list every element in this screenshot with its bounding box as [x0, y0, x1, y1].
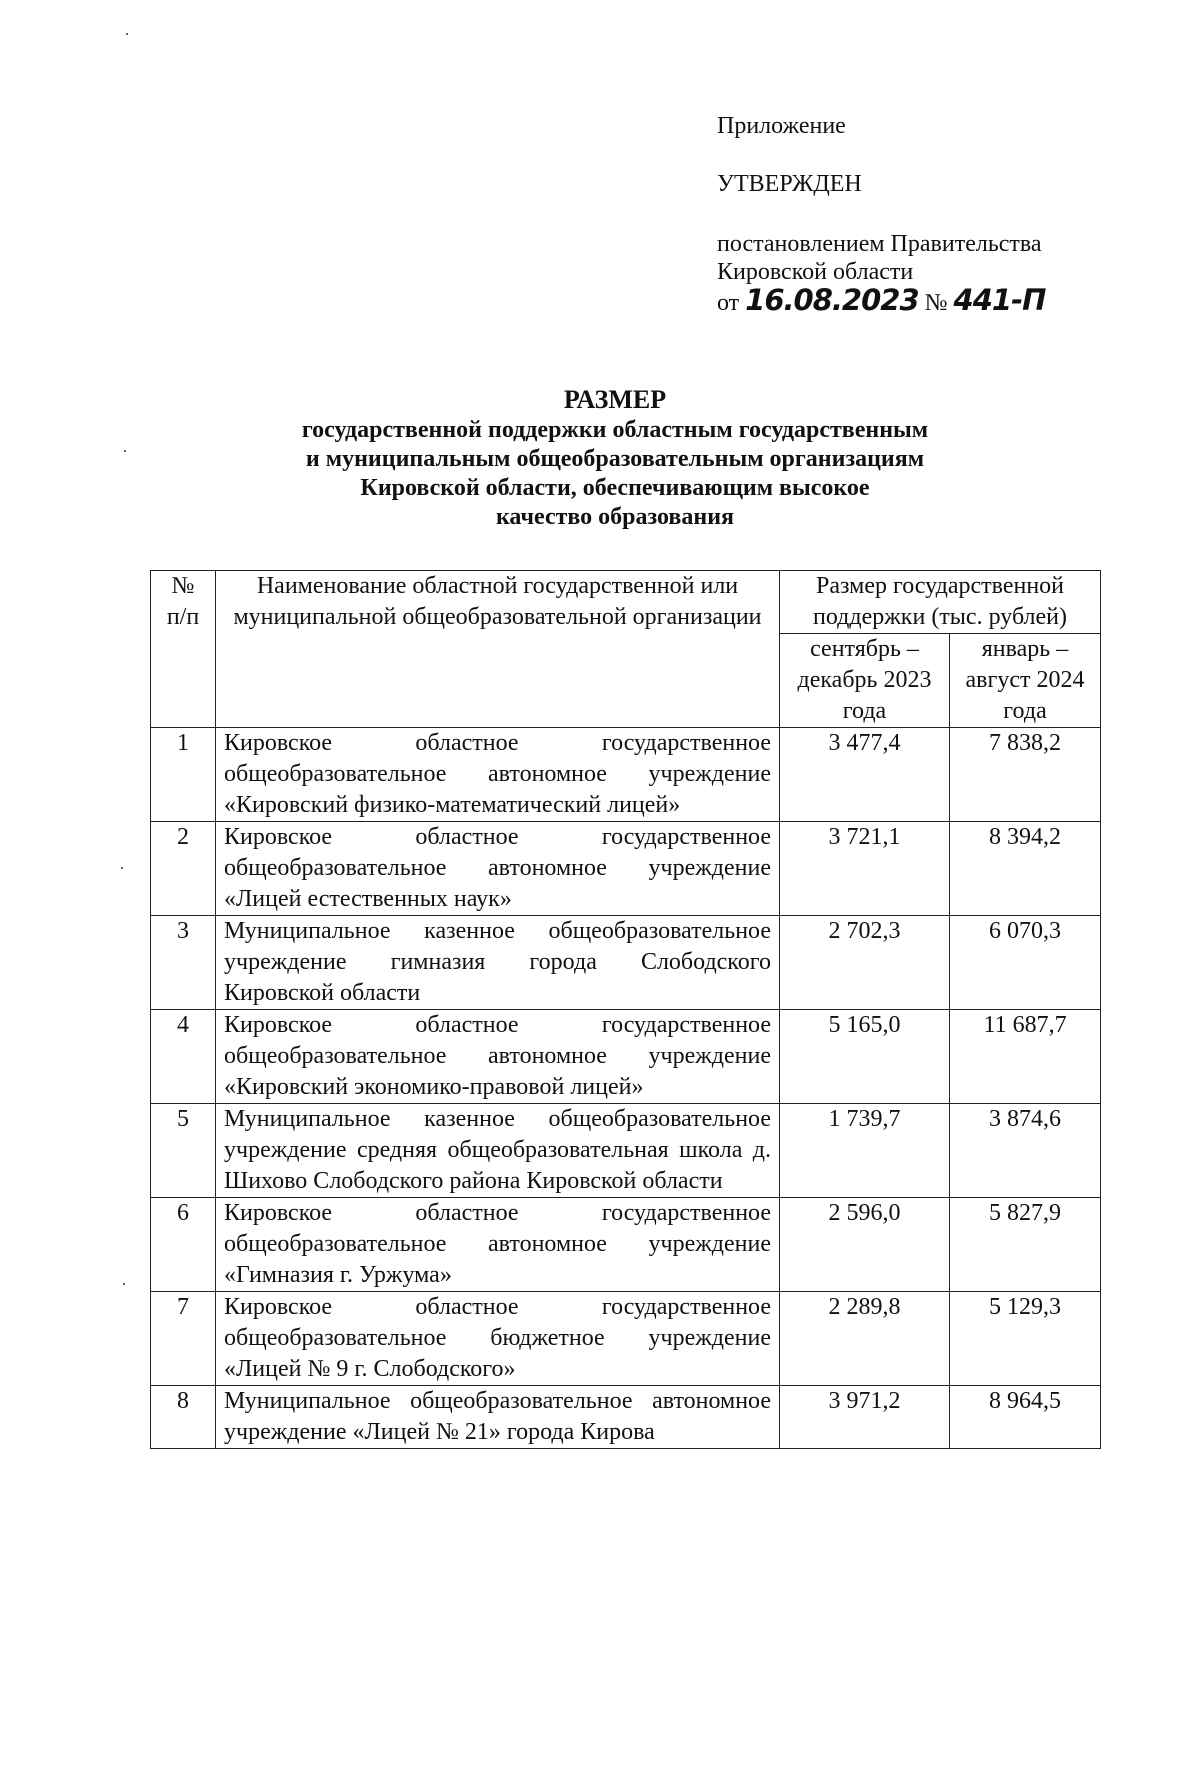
row-value-2023: 5 165,0 — [780, 1010, 950, 1104]
header-period-2023: сентябрь – декабрь 2023 года — [780, 634, 950, 728]
scan-mark — [124, 450, 126, 452]
row-name: Муниципальное казенное общеобразовательное учреждение средняя общеобразовательная школа д. Шихово Слободского района Кировской области — [216, 1104, 780, 1198]
row-value-2024: 8 964,5 — [950, 1386, 1101, 1449]
row-value-2023: 3 477,4 — [780, 728, 950, 822]
date-prefix: от — [717, 290, 740, 316]
header-num: № п/п — [151, 571, 216, 728]
row-value-2023: 2 596,0 — [780, 1198, 950, 1292]
header-support: Размер государственной поддержки (тыс. рублей) — [780, 571, 1101, 634]
row-num: 1 — [151, 728, 216, 822]
row-name: Кировское областное государственное общеобразовательное автономное учреждение «Гимназия г. Уржума» — [216, 1198, 780, 1292]
table-row — [151, 916, 1101, 1010]
row-num: 8 — [151, 1386, 216, 1449]
row-value-2024: 11 687,7 — [950, 1010, 1101, 1104]
row-num: 5 — [151, 1104, 216, 1198]
title-line-3: Кировской области, обеспечивающим высокое — [360, 475, 870, 501]
handwritten-date: 16.08.2023 — [745, 283, 919, 317]
title-main: РАЗМЕР — [563, 385, 667, 414]
row-name: Кировское областное государственное общеобразовательное автономное учреждение «Кировский физико-математический лицей» — [216, 728, 780, 822]
header-name: Наименование областной государственной или муниципальной общеобразовательной организации — [216, 571, 780, 728]
appendix-label: Приложение — [717, 113, 846, 139]
row-num: 7 — [151, 1292, 216, 1386]
header-period-2024: январь – август 2024 года — [950, 634, 1101, 728]
row-value-2023: 3 721,1 — [780, 822, 950, 916]
row-num: 6 — [151, 1198, 216, 1292]
row-num: 2 — [151, 822, 216, 916]
table-header-row — [151, 571, 1101, 634]
row-value-2023: 2 289,8 — [780, 1292, 950, 1386]
title-line-2: и муниципальным общеобразовательным организациям — [305, 446, 925, 472]
row-name: Кировское областное государственное общеобразовательное бюджетное учреждение «Лицей № 9 г. Слободского» — [216, 1292, 780, 1386]
handwritten-number: 441-П — [953, 283, 1046, 317]
row-name: Кировское областное государственное общеобразовательное автономное учреждение «Кировский экономико-правовой лицей» — [216, 1010, 780, 1104]
row-value-2024: 7 838,2 — [950, 728, 1101, 822]
row-value-2024: 6 070,3 — [950, 916, 1101, 1010]
table-row — [151, 728, 1101, 822]
table-row — [151, 822, 1101, 916]
number-prefix: № — [924, 290, 948, 316]
document-title — [150, 385, 1080, 532]
row-name: Кировское областное государственное общеобразовательное автономное учреждение «Лицей естественных наук» — [216, 822, 780, 916]
scan-mark — [121, 867, 123, 869]
row-value-2024: 5 827,9 — [950, 1198, 1101, 1292]
row-num: 3 — [151, 916, 216, 1010]
title-line-4: качество образования — [495, 504, 735, 530]
row-name: Муниципальное казенное общеобразовательное учреждение гимназия города Слободского Кировской области — [216, 916, 780, 1010]
support-table — [150, 570, 1101, 1449]
table-row — [151, 1104, 1101, 1198]
resolution-line-2: Кировской области — [717, 259, 914, 285]
approved-label: УТВЕРЖДЕН — [717, 171, 862, 197]
row-value-2023: 2 702,3 — [780, 916, 950, 1010]
scan-mark — [126, 33, 128, 35]
row-value-2024: 3 874,6 — [950, 1104, 1101, 1198]
table-row — [151, 1198, 1101, 1292]
title-line-1: государственной поддержки областным государственным — [301, 417, 929, 443]
row-num: 4 — [151, 1010, 216, 1104]
table-row — [151, 1386, 1101, 1449]
row-name: Муниципальное общеобразовательное автономное учреждение «Лицей № 21» города Кирова — [216, 1386, 780, 1449]
row-value-2023: 3 971,2 — [780, 1386, 950, 1449]
row-value-2024: 8 394,2 — [950, 822, 1101, 916]
resolution-date-line — [717, 283, 1157, 317]
scan-mark — [123, 1283, 125, 1285]
row-value-2024: 5 129,3 — [950, 1292, 1101, 1386]
approval-block — [717, 112, 1157, 317]
resolution-line-1: постановлением Правительства — [717, 231, 1042, 257]
table-row — [151, 1292, 1101, 1386]
table-row — [151, 1010, 1101, 1104]
row-value-2023: 1 739,7 — [780, 1104, 950, 1198]
